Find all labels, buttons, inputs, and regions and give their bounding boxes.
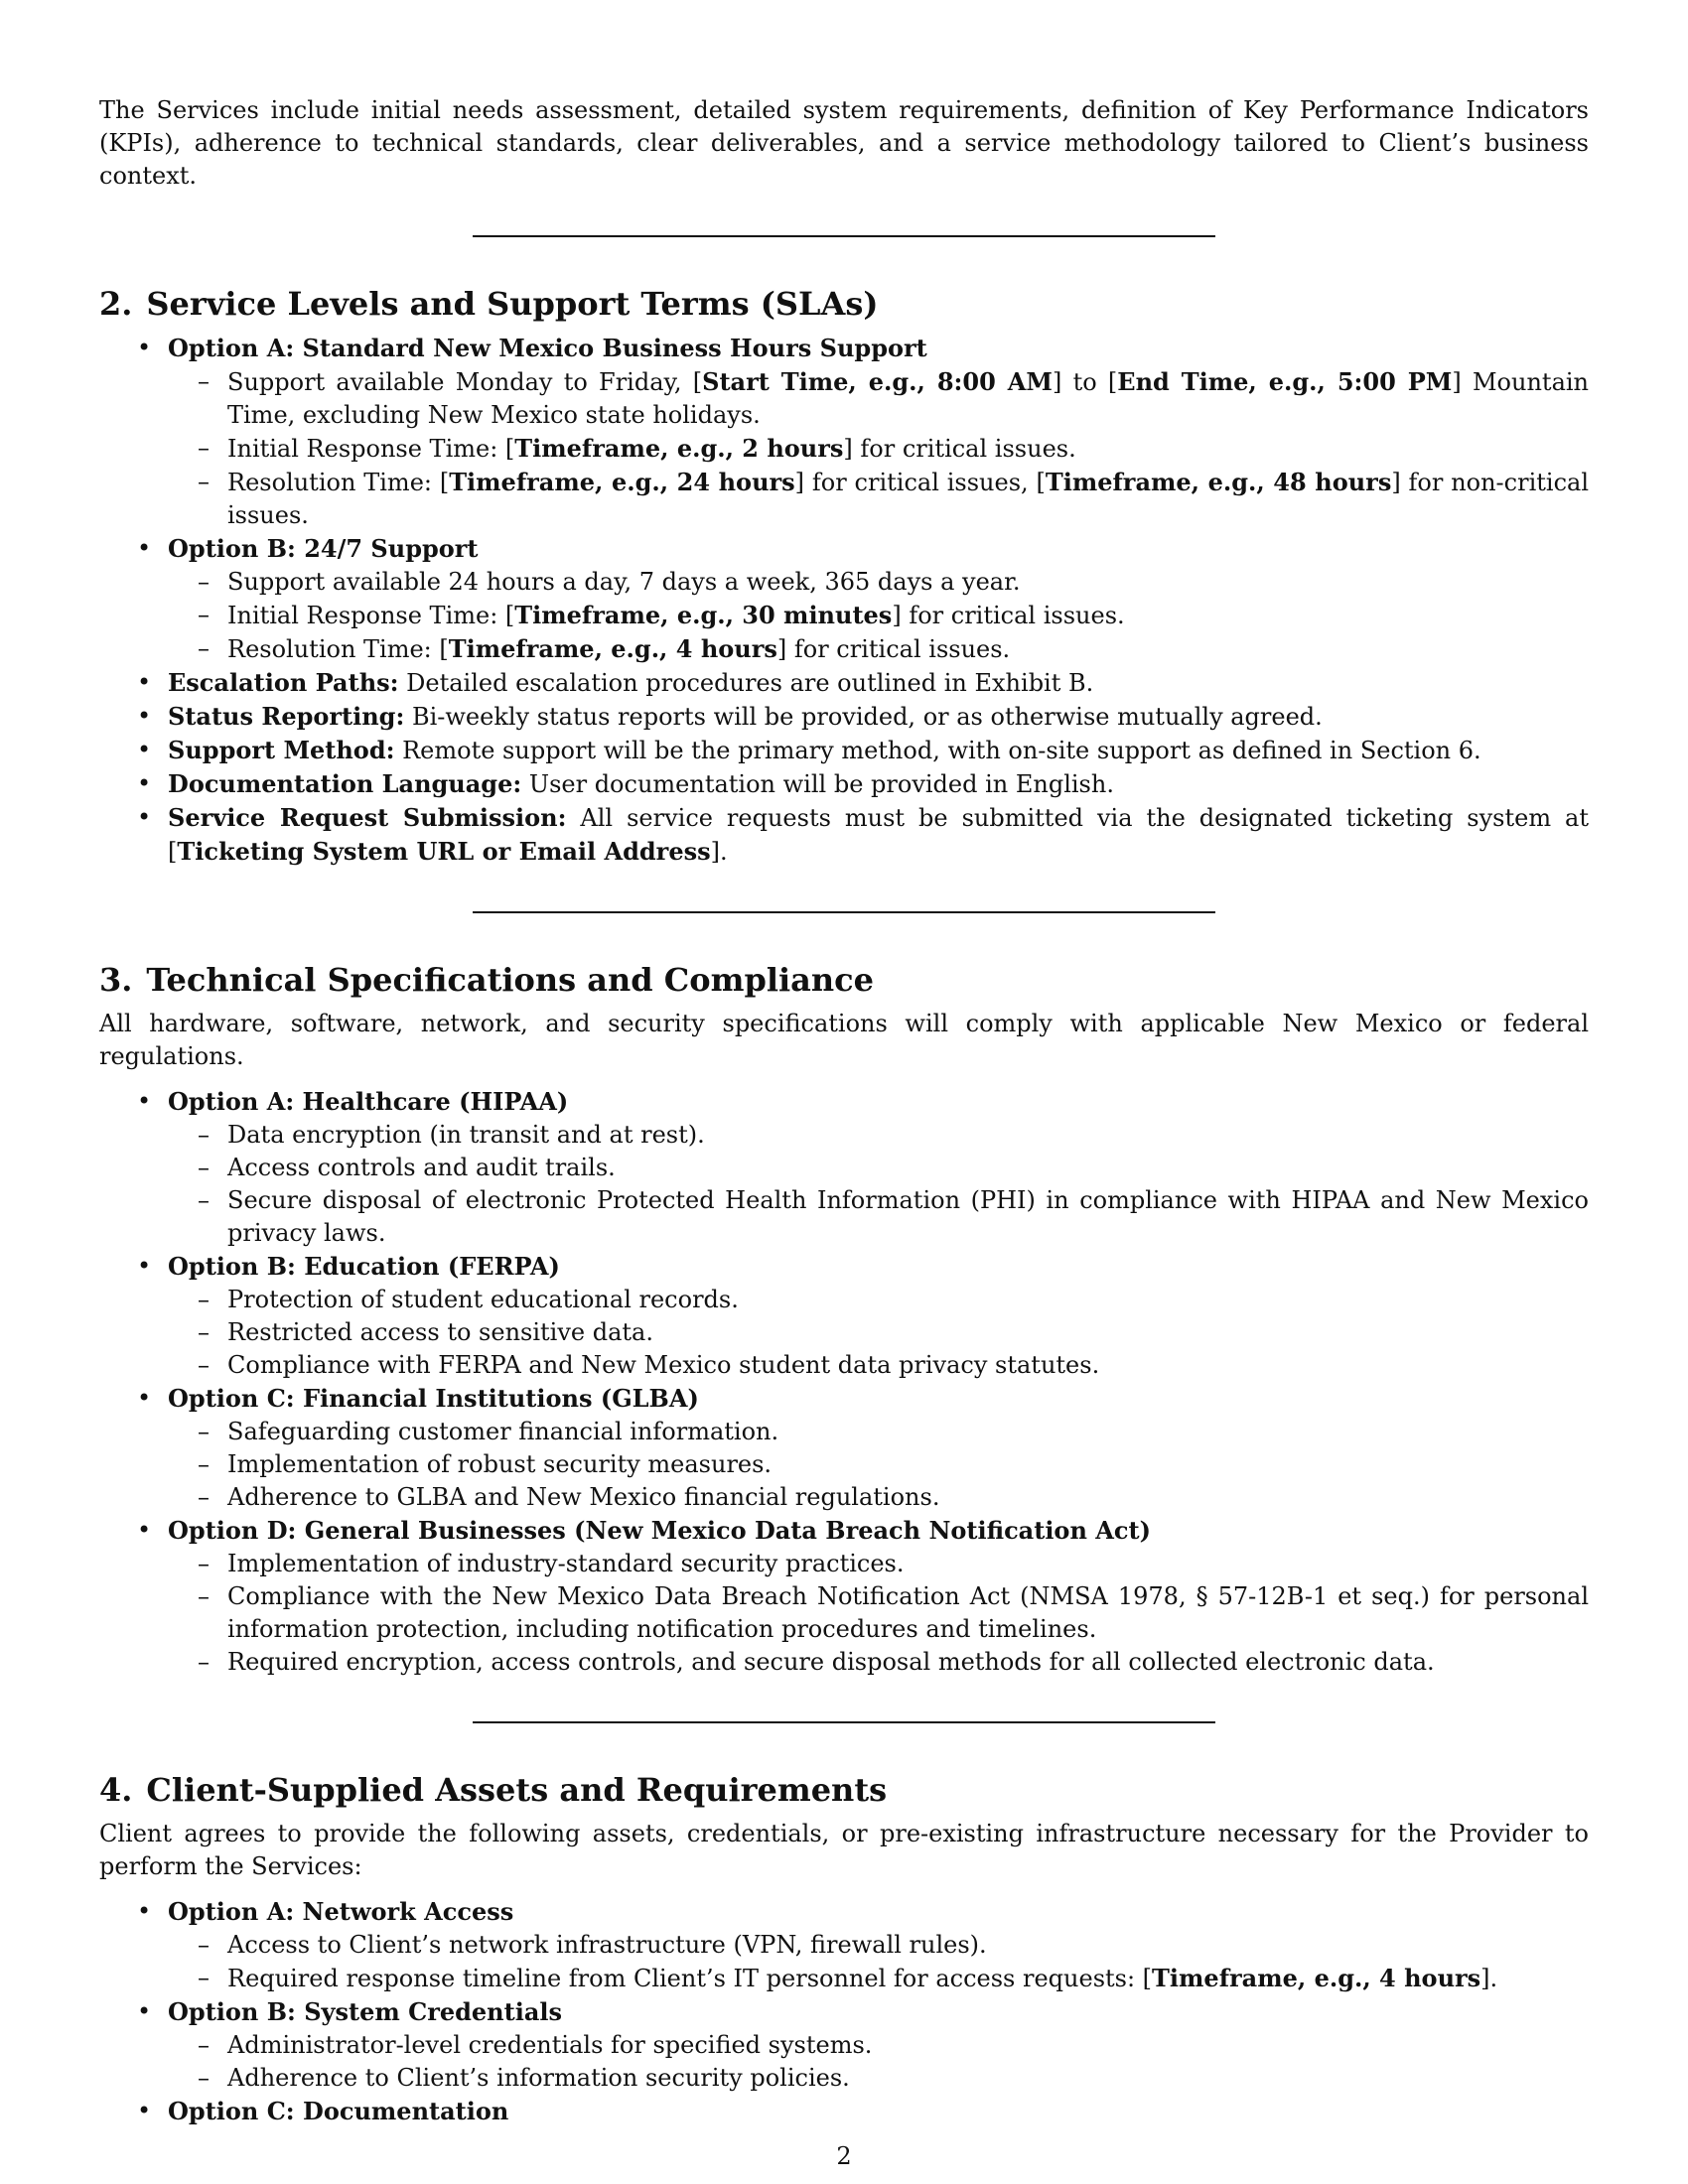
sub-list [168, 1548, 1589, 1679]
sub-list-item: – Administrator-level credentials for specified systems. [168, 2029, 1589, 2062]
page-number: 2 [836, 2142, 852, 2170]
sub-list-item: – Access controls and audit trails. [168, 1152, 1589, 1184]
list-item [99, 2095, 1589, 2128]
sub-list [168, 2029, 1589, 2095]
section-divider [473, 1721, 1215, 1723]
sub-list [168, 1119, 1589, 1250]
sub-list-item: – Support available 24 hours a day, 7 days a week, 365 days a year. [168, 566, 1589, 599]
intro-paragraph: The Services include initial needs assessment, detailed system requirements, definition of Key Performance Indicators (KPIs), adherence to technical standards, clear deliverables, and a service methodology tailored to Client’s business context. [99, 96, 1589, 190]
section-2-heading [99, 284, 1589, 324]
option-label: Option B: 24/7 Support [168, 534, 479, 563]
sub-list [168, 1929, 1589, 1995]
sub-list-item: – Compliance with the New Mexico Data Breach Notification Act (NMSA 1978, § 57-12B-1 et seq.) for personal information protection, including notification procedures and timelines. [168, 1580, 1589, 1646]
text: ] to [ [1052, 368, 1118, 396]
option-label: Option C: Documentation [168, 2097, 509, 2125]
section-divider [473, 235, 1215, 237]
item-text: User documentation will be provided in English. [521, 770, 1114, 798]
placeholder-text: Timeframe, e.g., 48 hours [1045, 468, 1392, 496]
option-label: Option C: Financial Institutions (GLBA) [168, 1384, 699, 1413]
text: Support available Monday to Friday, [ [227, 368, 703, 396]
option-label: Option A: Healthcare (HIPAA) [168, 1087, 569, 1116]
item-text: Bi-weekly status reports will be provided, or as otherwise mutually agreed. [404, 703, 1323, 731]
text: Resolution Time: [ [227, 469, 450, 496]
list-item [99, 767, 1589, 801]
placeholder-text: Timeframe, e.g., 4 hours [448, 634, 777, 663]
list-item [99, 532, 1589, 666]
list-item [99, 1895, 1589, 1995]
sub-list-item [168, 1962, 1589, 1995]
item-label: Service Request Submission: [168, 803, 567, 832]
section-intro: Client agrees to provide the following assets, credentials, or pre-existing infrastructure necessary for the Provider to perform the Services: [99, 1820, 1589, 1880]
text: ] Mountain Time, excluding New Mexico state holidays. [227, 368, 1590, 429]
sub-list-item [168, 432, 1589, 466]
text: Initial Response Time: [ [227, 435, 515, 463]
list-item [99, 801, 1589, 869]
option-label: Option B: System Credentials [168, 1997, 562, 2026]
section-number: 3. [99, 961, 133, 999]
sub-list-item [168, 599, 1589, 632]
section-title: Service Levels and Support Terms (SLAs) [146, 285, 879, 323]
list-item [99, 1514, 1589, 1679]
text: ] for critical issues. [892, 602, 1125, 629]
sub-list-item [168, 365, 1589, 432]
placeholder-text: Timeframe, e.g., 24 hours [449, 468, 795, 496]
sub-list-item: – Implementation of robust security measures. [168, 1448, 1589, 1481]
text: ] for critical issues. [776, 635, 1011, 663]
sub-list-item: – Adherence to GLBA and New Mexico financial regulations. [168, 1481, 1589, 1514]
option-label: Option A: Standard New Mexico Business Hours Support [168, 334, 927, 362]
section-number: 4. [99, 1771, 133, 1809]
compliance-list [99, 1085, 1589, 1679]
sub-list-item: – Secure disposal of electronic Protected Health Information (PHI) in compliance with HIPAA and New Mexico privacy laws. [168, 1184, 1589, 1250]
text: ]. [1480, 1965, 1498, 1992]
list-item [99, 666, 1589, 700]
sub-list-item [168, 632, 1589, 666]
option-label: Option B: Education (FERPA) [168, 1252, 560, 1281]
list-item [99, 332, 1589, 532]
placeholder-text: End Time, e.g., 5:00 PM [1117, 367, 1453, 396]
option-label: Option A: Network Access [168, 1897, 514, 1926]
item-label: Support Method: [168, 736, 395, 764]
item-label: Status Reporting: [168, 702, 405, 731]
sub-list-item: – Compliance with FERPA and New Mexico student data privacy statutes. [168, 1349, 1589, 1382]
sub-list-item: – Implementation of industry-standard security practices. [168, 1548, 1589, 1580]
item-text: All service requests must be submitted via the designated ticketing system at [ [168, 804, 1590, 866]
list-item [99, 1085, 1589, 1250]
text: ] for non-critical issues. [227, 469, 1589, 529]
placeholder-text: Ticketing System URL or Email Address [177, 837, 711, 866]
placeholder-text: Timeframe, e.g., 2 hours [514, 434, 844, 463]
sub-list-item: – Adherence to Client’s information security policies. [168, 2062, 1589, 2095]
sub-list-item: – Required encryption, access controls, and secure disposal methods for all collected electronic data. [168, 1646, 1589, 1679]
sub-list-item [168, 466, 1589, 532]
sub-list-item: – Protection of student educational records. [168, 1284, 1589, 1316]
section-divider [473, 911, 1215, 913]
sub-list [168, 365, 1589, 532]
section-4-heading [99, 1770, 1589, 1810]
list-item [99, 1250, 1589, 1382]
sub-list [168, 1416, 1589, 1514]
sub-list-item: – Restricted access to sensitive data. [168, 1316, 1589, 1349]
section-intro: All hardware, software, network, and security specifications will comply with applicable New Mexico or federal regulations. [99, 1010, 1589, 1070]
text: Initial Response Time: [ [227, 602, 515, 629]
assets-list [99, 1895, 1589, 2128]
sub-list-item: – Data encryption (in transit and at rest). [168, 1119, 1589, 1152]
section-title: Client-Supplied Assets and Requirements [146, 1771, 888, 1809]
item-text: Remote support will be the primary method, with on-site support as defined in Section 6. [394, 737, 1481, 764]
document-page [99, 94, 1589, 2128]
list-item [99, 700, 1589, 734]
list-item [99, 1995, 1589, 2095]
text: Required response timeline from Client’s IT personnel for access requests: [ [227, 1965, 1153, 1992]
sla-list [99, 332, 1589, 869]
item-label: Documentation Language: [168, 769, 522, 798]
sub-list [168, 1284, 1589, 1382]
text: Resolution Time: [ [227, 635, 449, 663]
placeholder-text: Start Time, e.g., 8:00 AM [702, 367, 1053, 396]
option-label: Option D: General Businesses (New Mexico Data Breach Notification Act) [168, 1516, 1151, 1545]
placeholder-text: Timeframe, e.g., 4 hours [1152, 1964, 1481, 1992]
list-item [99, 1382, 1589, 1514]
text: ] for critical issues, [ [794, 469, 1046, 496]
item-label: Escalation Paths: [168, 668, 399, 697]
sub-list-item: – Access to Client’s network infrastructure (VPN, firewall rules). [168, 1929, 1589, 1962]
section-title: Technical Specifications and Compliance [146, 961, 874, 999]
text: ] for critical issues. [843, 435, 1076, 463]
placeholder-text: Timeframe, e.g., 30 minutes [514, 601, 893, 629]
item-text: Detailed escalation procedures are outlined in Exhibit B. [398, 669, 1094, 697]
section-number: 2. [99, 285, 133, 323]
sub-list-item: – Safeguarding customer financial information. [168, 1416, 1589, 1448]
item-text: ]. [710, 838, 728, 866]
list-item [99, 734, 1589, 767]
sub-list [168, 566, 1589, 666]
section-3-heading [99, 960, 1589, 1000]
